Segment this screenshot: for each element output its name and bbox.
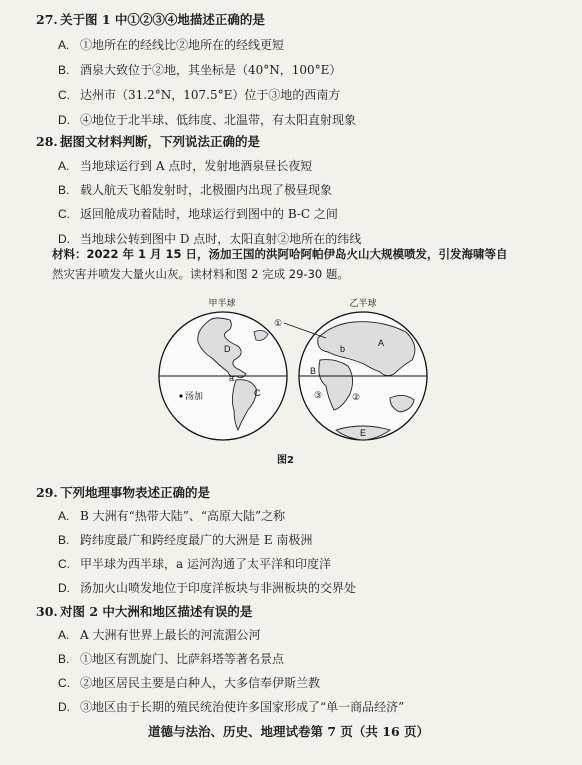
material-line-2: 然灾害并喷发大量火山灰。读材料和图 2 完成 29-30 题。 (52, 267, 349, 281)
option-text: ①地所在的经线比②地所在的经线更短 (80, 38, 285, 52)
label-b-lower: b (340, 344, 346, 354)
question-30-option-b (58, 650, 284, 667)
question-29-option-c (58, 555, 331, 572)
tonga-marker-dot (179, 394, 182, 397)
question-27-stem (36, 10, 265, 28)
question-text: 据图文材料判断，下列说法正确的是 (60, 134, 261, 149)
question-number: 30. (36, 604, 58, 619)
label-d: D (224, 344, 231, 354)
option-label: A. (58, 38, 70, 52)
option-label: A. (58, 628, 70, 642)
question-27-option-d (58, 111, 356, 128)
label-marker-2: ② (352, 392, 361, 402)
option-text: ④地位于北半球、低纬度、北温带，有太阳直射现象 (80, 113, 357, 127)
option-text: ③地区由于长期的殖民统治使许多国家形成了“单一商品经济” (80, 700, 405, 714)
question-27-option-a (58, 36, 284, 53)
option-text: 当地球公转到图中 D 点时，太阳直射②地所在的纬线 (80, 232, 362, 246)
option-text: 甲半球为西半球，a 运河沟通了太平洋和印度洋 (80, 557, 331, 571)
material-line-1: 材料：2022 年 1 月 15 日，汤加王国的洪阿哈阿帕伊岛火山大规模喷发，引发海啸等自 (52, 247, 508, 261)
question-30-option-d (58, 698, 404, 715)
question-number: 29. (36, 485, 58, 500)
option-label: B. (58, 652, 70, 666)
option-text: ②地区居民主要是白种人，大多信奉伊斯兰教 (80, 676, 321, 690)
option-text: 当地球运行到 A 点时，发射地酒泉昼长夜短 (80, 159, 313, 173)
question-27-option-c (58, 86, 340, 103)
east-hemisphere (274, 312, 427, 440)
option-label: D. (58, 700, 70, 714)
label-tonga: 汤加 (185, 391, 204, 401)
option-text: B 大洲有“热带大陆”、“高原大陆”之称 (80, 509, 286, 523)
option-label: C. (58, 207, 70, 221)
question-28-stem (36, 132, 260, 150)
option-text: 返回舱成功着陆时，地球运行到图中的 B-C 之间 (80, 207, 338, 221)
question-27-option-b (58, 61, 341, 78)
label-e: E (360, 428, 367, 438)
label-c: C (254, 388, 261, 398)
option-text: 达州市（31.2°N，107.5°E）位于③地的西南方 (80, 88, 341, 102)
question-number: 28. (36, 134, 58, 149)
question-text: 关于图 1 中①②③④地描述正确的是 (60, 12, 265, 27)
east-hemisphere-title: 乙半球 (349, 299, 377, 309)
question-29-option-a (58, 507, 285, 524)
material-paragraph (52, 244, 557, 284)
question-29-option-d (58, 579, 356, 596)
option-label: A. (58, 159, 70, 173)
option-label: C. (58, 557, 70, 571)
question-30-option-a (58, 626, 260, 643)
question-30-option-c (58, 674, 320, 691)
question-28-option-b (58, 181, 332, 198)
option-text: 载人航天飞船发射时，北极圈内出现了极昼现象 (80, 183, 333, 197)
option-label: D. (58, 113, 70, 127)
question-number: 27. (36, 12, 58, 27)
hemisphere-map (150, 294, 440, 444)
option-text: 跨纬度最广和跨经度最广的大洲是 E 南极洲 (80, 533, 313, 547)
question-29-stem (36, 483, 210, 501)
label-b-continent: B (310, 366, 317, 376)
question-28-option-a (58, 157, 312, 174)
option-label: D. (58, 581, 70, 595)
figure-caption: 图2 (277, 455, 294, 466)
option-label: B. (58, 183, 70, 197)
page-footer: 道德与法治、历史、地理试卷第 7 页（共 16 页） (148, 724, 430, 739)
option-label: A. (58, 509, 70, 523)
option-label: C. (58, 676, 70, 690)
label-marker-1: ① (274, 318, 283, 328)
question-text: 对图 2 中大洲和地区描述有误的是 (60, 604, 253, 619)
question-29-option-b (58, 531, 312, 548)
question-30-stem (36, 602, 252, 620)
label-a-continent: A (378, 338, 385, 348)
option-label: C. (58, 88, 70, 102)
question-text: 下列地理事物表述正确的是 (60, 485, 211, 500)
option-text: 酒泉大致位于②地，其坐标是（40°N，100°E） (80, 63, 342, 77)
option-label: B. (58, 533, 70, 547)
option-label: B. (58, 63, 70, 77)
west-hemisphere-title: 甲半球 (208, 299, 236, 309)
option-label: D. (58, 232, 70, 246)
option-text: A 大洲有世界上最长的河流湄公河 (80, 628, 261, 642)
west-hemisphere (159, 312, 287, 440)
option-text: 汤加火山喷发地位于印度洋板块与非洲板块的交界处 (80, 581, 357, 595)
label-marker-3: ③ (314, 390, 323, 400)
label-a: a (229, 373, 235, 383)
option-text: ①地区有凯旋门、比萨斜塔等著名景点 (80, 652, 285, 666)
question-28-option-c (58, 205, 338, 222)
